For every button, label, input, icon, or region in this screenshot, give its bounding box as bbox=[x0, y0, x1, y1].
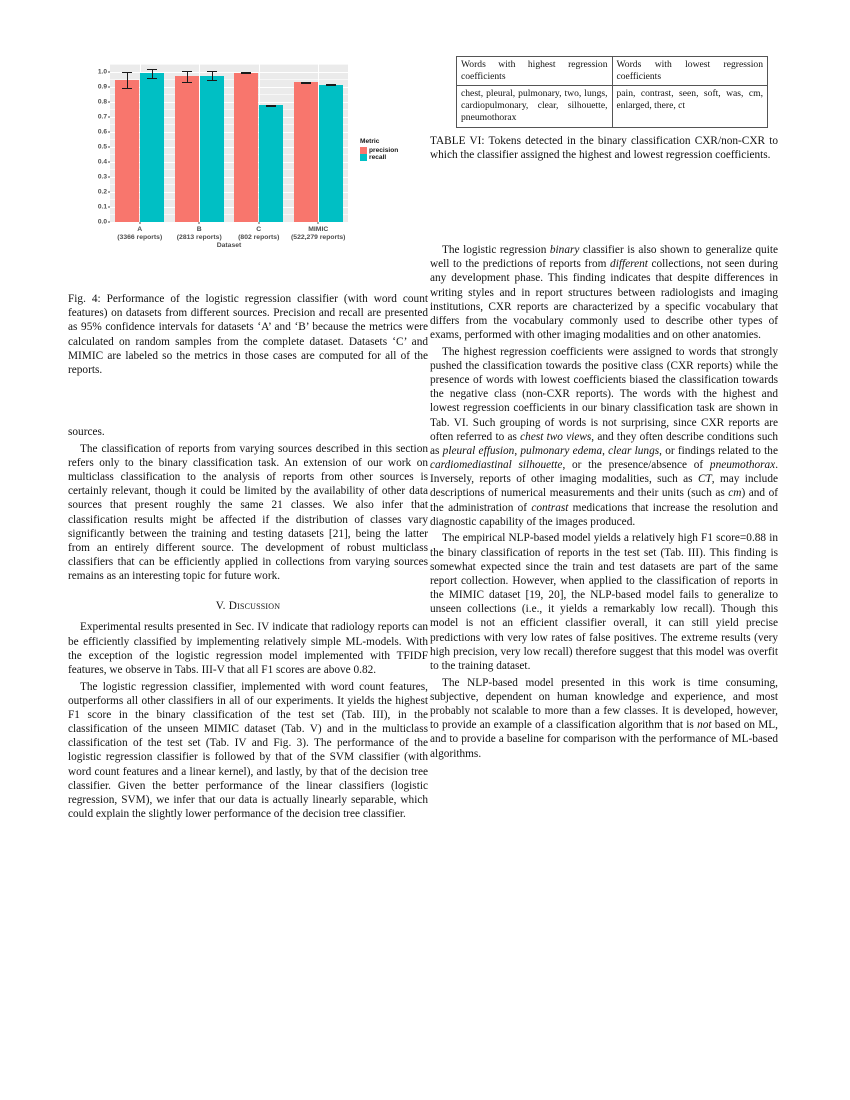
error-cap-A-recall-lower bbox=[147, 78, 157, 79]
table-vi bbox=[456, 56, 768, 128]
rc-p4-a: The NLP-based model presented in this work is time consuming, subjective, dependent on human knowledge and experience, and most probably not scalable to more than a few classes. It is developed, however, to provide an example of a classification algorithm that is bbox=[430, 676, 778, 732]
continued-line: sources. bbox=[68, 426, 105, 438]
bar-A-precision bbox=[115, 80, 139, 222]
error-bar-A-recall bbox=[152, 69, 153, 78]
y-tick-label: 0.3 bbox=[97, 173, 107, 181]
legend-item-precision bbox=[360, 147, 424, 154]
bar-MIMIC-precision bbox=[294, 82, 318, 222]
y-tick-label: 0.2 bbox=[97, 188, 107, 196]
rc-p1-c: collections, not seen during any development phase. This finding indicates that despite differences in writing styles and in report structures between radiologists and imaging institutions, CXR reports are characterized by a specific vocabulary that differs from the vocabulary commonly used to describe other types of exams, performed with other imaging modalities and on other anatomies. bbox=[430, 258, 778, 342]
table-header-row bbox=[457, 57, 768, 86]
error-bar-B-recall bbox=[212, 71, 213, 80]
y-tick-label: 0.6 bbox=[97, 128, 107, 136]
legend-swatch-recall bbox=[360, 154, 367, 161]
y-tick-mark bbox=[108, 191, 110, 192]
error-cap-B-recall-lower bbox=[207, 80, 217, 81]
x-tick-label-A: A bbox=[137, 226, 143, 233]
y-tick-label: 0.9 bbox=[97, 83, 107, 91]
paragraph-varying-sources: The classification of reports from varying sources described in this section refers only to the binary classification task. An extension of our work on multiclass classification to the analysis of reports from other sources is certainly relevant, though it could be limited by the availability of other data sources that present roughly the same 21 classes. We also infer that classification results might be affected if the distribution of classes vary significantly between the training and testing datasets [21], being the latter from an entirely different source. The development of robust multiclass classifiers that can be efficiently applied in collections from varying sources remains as an interesting topic for future work. bbox=[68, 442, 428, 583]
paragraph-nlp-f1: The empirical NLP-based model yields a relatively high F1 score=0.88 in the binary classification of reports in the test set (Tab. III). This finding is somewhat expected since the train and test datasets are part of the same report collection. However, when applied to the classification of reports in the MIMIC dataset [19, 20], the NLP-based model fails to generalize to unseen collections (i.e., it yields a remarkably low recall). Though this model is not an efficient classifier overall, it can still yield precise predictions with very low rates of false positives. The extreme results (very high precision, very low recall) therefore suggest that this model was overfit to the training dataset. bbox=[430, 532, 778, 672]
error-bar-B-precision bbox=[187, 71, 188, 82]
error-cap-B-precision-lower bbox=[182, 82, 192, 83]
error-cap-B-recall-upper bbox=[207, 71, 217, 72]
x-tick-mark bbox=[199, 222, 200, 224]
table-cell-highest-words: chest, pleural, pulmonary, two, lungs, cardiopulmonary, clear, silhouette, pneumothorax bbox=[457, 86, 613, 127]
rc-p2-italic-cardiomediastinal-silhouette: cardiomediastinal silhouette bbox=[430, 459, 563, 472]
error-cap-B-precision-upper bbox=[182, 71, 192, 72]
chart-legend bbox=[360, 138, 424, 161]
table-vi-caption bbox=[430, 134, 778, 162]
section-number: V. bbox=[215, 600, 226, 613]
rc-p1-italic-different: different bbox=[610, 258, 648, 271]
paragraph-binary-generalize bbox=[430, 243, 778, 342]
x-tick-sublabel-MIMIC: (522,279 reports) bbox=[291, 234, 346, 241]
rc-p1-italic-binary: binary bbox=[549, 244, 580, 256]
table-header-lowest: Words with lowest regression coefficients bbox=[612, 57, 768, 86]
y-tick-mark bbox=[108, 101, 110, 102]
rc-p2-d: , bbox=[602, 444, 609, 457]
bar-B-precision bbox=[175, 76, 199, 222]
legend-item-recall bbox=[360, 154, 424, 161]
x-tick-label-MIMIC: MIMIC bbox=[308, 226, 329, 233]
rc-p2-e: , or findings related to the bbox=[659, 444, 778, 457]
y-tick-label: 0.1 bbox=[97, 203, 107, 211]
y-tick-mark bbox=[108, 161, 110, 162]
error-cap-A-precision-upper bbox=[122, 72, 132, 73]
rc-p2-italic-cm: cm bbox=[728, 487, 742, 500]
x-tick-mark bbox=[258, 222, 259, 224]
error-cap-A-recall-upper bbox=[147, 69, 157, 70]
rc-p2-b: , and they often describe conditions such as bbox=[430, 430, 779, 457]
rc-p2-italic-ct: CT bbox=[697, 473, 712, 486]
table-vi-grid bbox=[456, 56, 768, 128]
x-tick-sublabel-A: (3366 reports) bbox=[117, 234, 163, 241]
y-tick-mark bbox=[108, 222, 110, 223]
chart-plot-area bbox=[97, 64, 348, 226]
rc-p2-k: medications that increase the resolution and diagnostic capability of the images produced. bbox=[430, 501, 778, 528]
rc-p2-c: , bbox=[514, 444, 521, 457]
x-tick-label-B: B bbox=[196, 226, 202, 233]
x-tick-label-C: C bbox=[256, 226, 262, 233]
error-cap-C-precision-lower bbox=[241, 73, 251, 74]
section-heading-discussion bbox=[68, 600, 428, 612]
rc-p2-italic-pneumothorax: pneumothorax bbox=[709, 459, 776, 472]
y-tick-label: 0.4 bbox=[97, 158, 107, 166]
legend-label-precision: precision bbox=[369, 147, 399, 154]
paragraph-nlp-limitations bbox=[430, 676, 778, 761]
rc-p4-italic-not: not bbox=[697, 719, 712, 732]
error-cap-MIMIC-recall-lower bbox=[326, 85, 336, 86]
x-tick-sublabel-C: (802 reports) bbox=[238, 234, 280, 241]
y-gridline bbox=[110, 222, 348, 223]
y-tick-label: 0.8 bbox=[97, 98, 107, 106]
bar-chart bbox=[82, 58, 348, 258]
rc-p2-g: . Inversely, reports of other imaging modalities, such as bbox=[430, 459, 779, 486]
rc-p2-italic-pulmonary-edema: pulmonary edema bbox=[520, 444, 603, 457]
rc-p2-h: , may include descriptions of numerical measurements and their units (such as bbox=[430, 473, 778, 500]
x-tick-mark bbox=[139, 222, 140, 224]
paragraph-experimental-results: Experimental results presented in Sec. IV indicate that radiology reports can be efficiently classified by implementing relatively simple ML-models. With the exception of the logistic regression model implemented with TFIDF features, we observe in Tabs. III-V that all F1 scores are above 0.82. bbox=[68, 621, 428, 676]
error-cap-A-precision-lower bbox=[122, 88, 132, 89]
rc-p2-italic-chest-two-views: chest two views bbox=[520, 430, 592, 443]
y-tick-label: 0.5 bbox=[97, 143, 107, 151]
rc-p1-a: The logistic regression bbox=[442, 244, 550, 256]
figure-4 bbox=[68, 52, 430, 284]
section-title: Discussion bbox=[228, 600, 281, 613]
error-bar-A-precision bbox=[127, 72, 128, 88]
y-tick-mark bbox=[108, 146, 110, 147]
y-tick-mark bbox=[108, 86, 110, 87]
y-tick-mark bbox=[108, 131, 110, 132]
legend-label-recall: recall bbox=[369, 154, 387, 161]
paragraph-highest-coefficients bbox=[430, 345, 778, 529]
rc-p2-j: ) and of the administration of bbox=[430, 487, 778, 514]
rc-p2-f: , or the presence/absence of bbox=[562, 459, 710, 472]
rc-p2-italic-contrast: contrast bbox=[531, 501, 569, 514]
table-header-highest: Words with highest regression coefficients bbox=[457, 57, 613, 86]
figure-caption-text: Fig. 4: Performance of the logistic regression classifier (with word count features) on datasets from different sources. Precision and recall are presented as 95% confidence intervals for datasets ‘A’ and ‘B’ because the metrics were calculated on random samples from the complete dataset. Datasets ‘C’ and MIMIC are labeled so the metrics in those cases are computed for all of the reports. bbox=[68, 293, 428, 376]
bar-MIMIC-recall bbox=[319, 85, 343, 222]
x-axis-title: Dataset bbox=[216, 242, 242, 249]
x-tick-mark bbox=[318, 222, 319, 224]
rc-p1-b: classifier is also shown to generalize quite well to the predictions of reports from bbox=[430, 244, 778, 271]
y-gridline-minor bbox=[110, 64, 348, 65]
x-tick-sublabel-B: (2813 reports) bbox=[176, 234, 222, 241]
legend-title: Metric bbox=[360, 138, 380, 145]
rc-p2-a: The highest regression coefficients were assigned to words that strongly pushed the classification towards the positive class (CXR reports) while the presence of words with lowest coefficients biased the classification towards the negative class (non-CXR reports). The words with the highest and lowest regression coefficients in our binary classification task are shown in Tab. VI. Such grouping of words is not surprising, since CXR reports are often referred to as bbox=[430, 345, 778, 443]
table-row bbox=[457, 86, 768, 127]
error-cap-MIMIC-precision-lower bbox=[301, 83, 311, 84]
bar-C-precision bbox=[234, 73, 258, 222]
figure-4-caption bbox=[68, 292, 428, 377]
error-cap-C-recall-lower bbox=[266, 106, 276, 107]
y-tick-mark bbox=[108, 206, 110, 207]
y-tick-mark bbox=[108, 176, 110, 177]
rc-p4-b: based on ML, and to provide a baseline for comparison with the performance of ML-based algorithms. bbox=[430, 719, 779, 760]
y-tick-label: 1.0 bbox=[97, 68, 107, 76]
bar-C-recall bbox=[259, 105, 283, 222]
y-tick-mark bbox=[108, 116, 110, 117]
paragraph-logistic-regression: The logistic regression classifier, implemented with word count features, outperforms all other classifiers in all of our experiments. It yields the highest F1 score in the binary classification of the test set (Tab. III), in the classification of the unseen MIMIC dataset (Tab. V) and in the multiclass classification of the test set (Tab. IV and Fig. 3). The performance of the logistic regression classifier is followed by that of the SVM classifier (with word count features and a linear kernel), and lastly, by that of the decision tree classifier. Given the better performance of the linear classifiers (logistic regression, SVM), we infer that our data is actually linearly separable, which could explain the slightly lower performance of the decision tree classifier. bbox=[68, 680, 428, 821]
bar-B-recall bbox=[200, 76, 224, 222]
y-tick-mark bbox=[108, 71, 110, 72]
table-caption-text: TABLE VI: Tokens detected in the binary classification CXR/non-CXR to which the classifier assigned the highest and lowest regression coefficients. bbox=[430, 135, 778, 162]
rc-p2-italic-clear-lungs: clear lungs bbox=[608, 444, 660, 457]
left-column bbox=[68, 425, 428, 821]
y-tick-label: 0.0 bbox=[97, 218, 107, 226]
legend-swatch-precision bbox=[360, 147, 367, 154]
y-tick-label: 0.7 bbox=[97, 113, 107, 121]
bar-A-recall bbox=[140, 73, 164, 222]
right-column bbox=[430, 243, 778, 761]
table-cell-lowest-words: pain, contrast, seen, soft, was, cm, enlarged, there, ct bbox=[612, 86, 768, 127]
rc-p2-italic-pleural-effusion: pleural effusion bbox=[442, 444, 515, 457]
